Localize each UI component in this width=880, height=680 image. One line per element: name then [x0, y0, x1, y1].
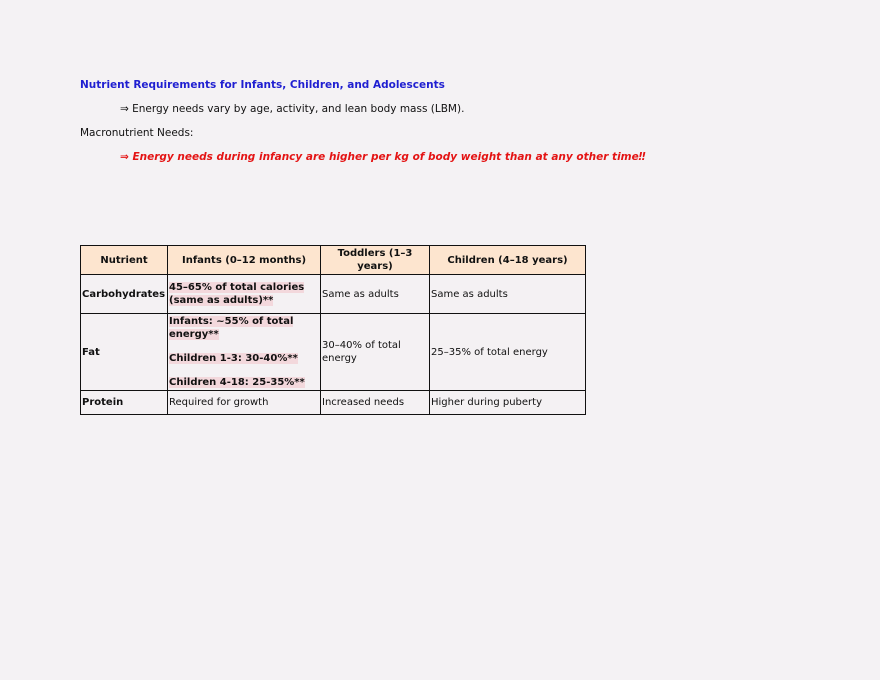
fat-line-infants	[169, 315, 319, 341]
nutrient-table	[80, 245, 586, 415]
header-nutrient: Nutrient	[81, 246, 168, 275]
fat-children-4-18-value: Children 4-18: 25-35%**	[169, 377, 305, 388]
carbohydrates-infants-value: 45–65% of total calories (same as adults)**	[169, 282, 305, 306]
page-title: Nutrient Requirements for Infants, Children, and Adolescents	[80, 79, 445, 91]
row-label-fat: Fat	[81, 314, 168, 391]
protein-infants-cell: Required for growth	[168, 391, 321, 415]
fat-line-children-1-3	[169, 352, 319, 365]
table-row	[81, 275, 586, 314]
fat-infants-value: Infants: ~55% of total energy**	[169, 316, 294, 340]
macronutrient-label: Macronutrient Needs:	[80, 127, 194, 139]
carbohydrates-children-cell: Same as adults	[430, 275, 586, 314]
carbohydrates-infants-cell	[168, 275, 321, 314]
infancy-alert-note: ⇒ Energy needs during infancy are higher per kg of body weight than at any other time‼	[120, 151, 646, 163]
energy-note: ⇒ Energy needs vary by age, activity, and lean body mass (LBM).	[120, 103, 465, 115]
fat-line-children-4-18	[169, 376, 319, 389]
header-children: Children (4–18 years)	[430, 246, 586, 275]
header-toddlers: Toddlers (1–3 years)	[321, 246, 430, 275]
protein-toddlers-cell: Increased needs	[321, 391, 430, 415]
fat-children-cell: 25–35% of total energy	[430, 314, 586, 391]
table-row	[81, 391, 586, 415]
row-label-carbohydrates: Carbohydrates	[81, 275, 168, 314]
fat-toddlers-cell: 30–40% of total energy	[321, 314, 430, 391]
table-header-row	[81, 246, 586, 275]
table-row	[81, 314, 586, 391]
header-infants: Infants (0–12 months)	[168, 246, 321, 275]
fat-infants-cell	[168, 314, 321, 391]
protein-children-cell: Higher during puberty	[430, 391, 586, 415]
fat-children-1-3-value: Children 1-3: 30-40%**	[169, 353, 298, 364]
carbohydrates-toddlers-cell: Same as adults	[321, 275, 430, 314]
row-label-protein: Protein	[81, 391, 168, 415]
